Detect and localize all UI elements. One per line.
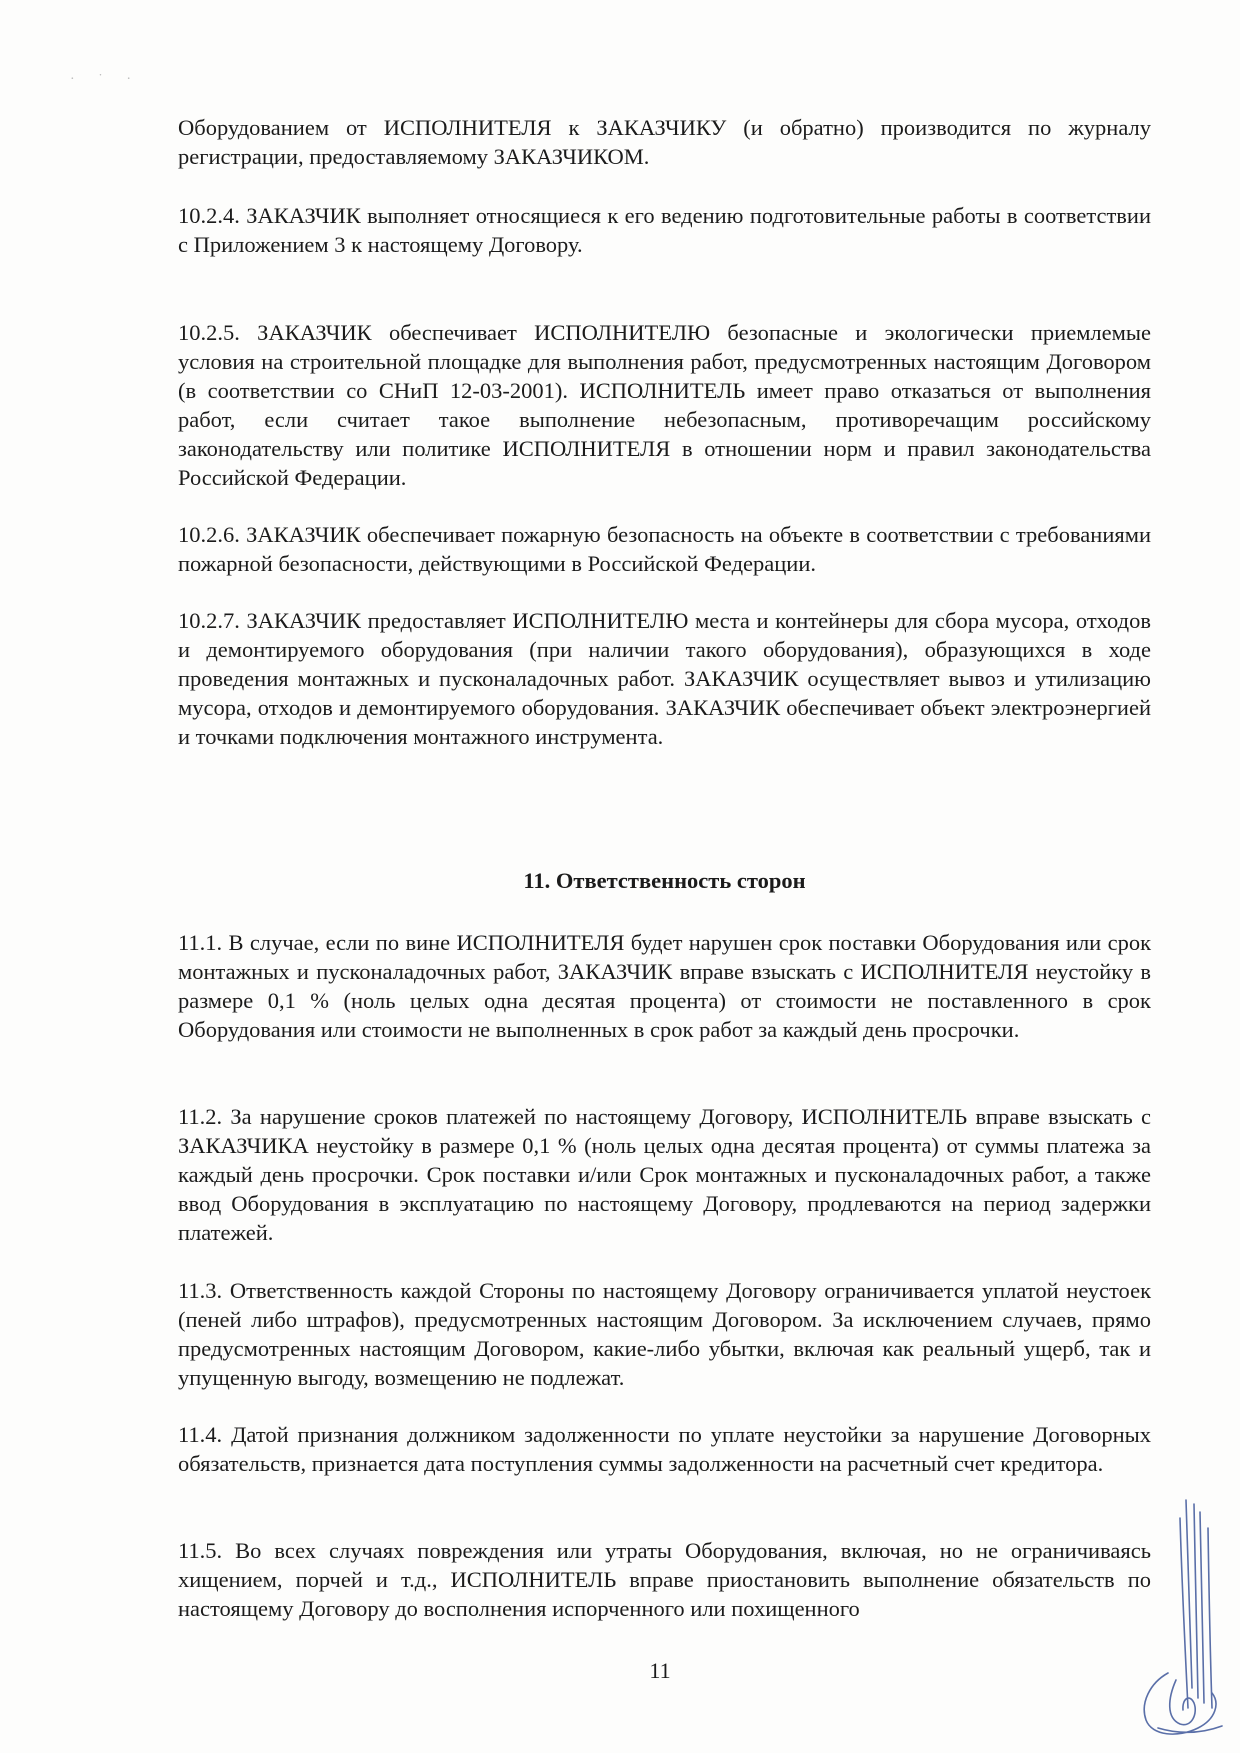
section-heading: 11. Ответственность сторон — [523, 868, 806, 893]
clause-11-3: 11.3. Ответственность каждой Стороны по настоящему Договору ограничивается уплатой неустоек (пеней либо штрафов), предусмотренных настоящим Договором. За исключением случаев, прямо предусмотренных настоящим Договором, какие-либо убытки, включая как реальный ущерб, так и упущенную выгоду, возмещению не подлежат. — [178, 1278, 1151, 1390]
clause-10-2-7: 10.2.7. ЗАКАЗЧИК предоставляет ИСПОЛНИТЕЛЮ места и контейнеры для сбора мусора, отходов и демонтируемого оборудования (при наличии такого оборудования), образующихся в ходе проведения монтажных и пусконаладочных работ. ЗАКАЗЧИК осуществляет вывоз и утилизацию мусора, отходов и демонтируемого оборудования. ЗАКАЗЧИК обеспечивает объект электроэнергией и точками подключения монтажного инструмента. — [178, 608, 1151, 749]
page-number: 11 — [649, 1658, 671, 1683]
clause-10-2-5: 10.2.5. ЗАКАЗЧИК обеспечивает ИСПОЛНИТЕЛЮ безопасные и экологически приемлемые условия на строительной площадке для выполнения работ, предусмотренных настоящим Договором (в соответствии со СНиП 12-03-2001). ИСПОЛНИТЕЛЬ имеет право отказаться от выполнения работ, если считает такое выполнение небезопасным, противоречащим российскому законодательству или политике ИСПОЛНИТЕЛЯ в отношении норм и правил законодательства Российской Федерации. — [178, 320, 1151, 490]
clause-11-2: 11.2. За нарушение сроков платежей по настоящему Договору, ИСПОЛНИТЕЛЬ вправе взыскать с ЗАКАЗЧИКА неустойку в размере 0,1 % (ноль целых одна десятая процента) от суммы платежа за каждый день просрочки. Срок поставки и/или Срок монтажных и пусконаладочных работ, а также ввод Оборудования в эксплуатацию по настоящему Договору, продлеваются на период задержки платежей. — [178, 1104, 1151, 1245]
clause-10-2-4: 10.2.4. ЗАКАЗЧИК выполняет относящиеся к его ведению подготовительные работы в соответствии с Приложением 3 к настоящему Договору. — [178, 203, 1151, 257]
clause-11-4: 11.4. Датой признания должником задолженности по уплате неустойки за нарушение Договорных обязательств, признается дата поступления суммы задолженности на расчетный счет кредитора. — [178, 1422, 1151, 1476]
scan-artifacts: · ˙ · — [70, 72, 141, 87]
clause-11-1: 11.1. В случае, если по вине ИСПОЛНИТЕЛЯ будет нарушен срок поставки Оборудования или срок монтажных и пусконаладочных работ, ЗАКАЗЧИК вправе взыскать с ИСПОЛНИТЕЛЯ неустойку в размере 0,1 % (ноль целых одна десятая процента) от стоимости не поставленного в срок Оборудования или стоимости не выполненных в срок работ за каждый день просрочки. — [178, 930, 1151, 1042]
paragraph-continuation: Оборудованием от ИСПОЛНИТЕЛЯ к ЗАКАЗЧИКУ (и обратно) производится по журналу регистрации, предоставляемому ЗАКАЗЧИКОМ. — [178, 115, 1151, 169]
handwritten-signature — [1128, 1498, 1228, 1743]
clause-10-2-6: 10.2.6. ЗАКАЗЧИК обеспечивает пожарную безопасность на объекте в соответствии с требованиями пожарной безопасности, действующими в Российской Федерации. — [178, 522, 1151, 576]
clause-11-5: 11.5. Во всех случаях повреждения или утраты Оборудования, включая, но не ограничиваясь хищением, порчей и т.д., ИСПОЛНИТЕЛЬ вправе приостановить выполнение обязательств по настоящему Договору до восполнения испорченного или похищенного — [178, 1538, 1151, 1621]
